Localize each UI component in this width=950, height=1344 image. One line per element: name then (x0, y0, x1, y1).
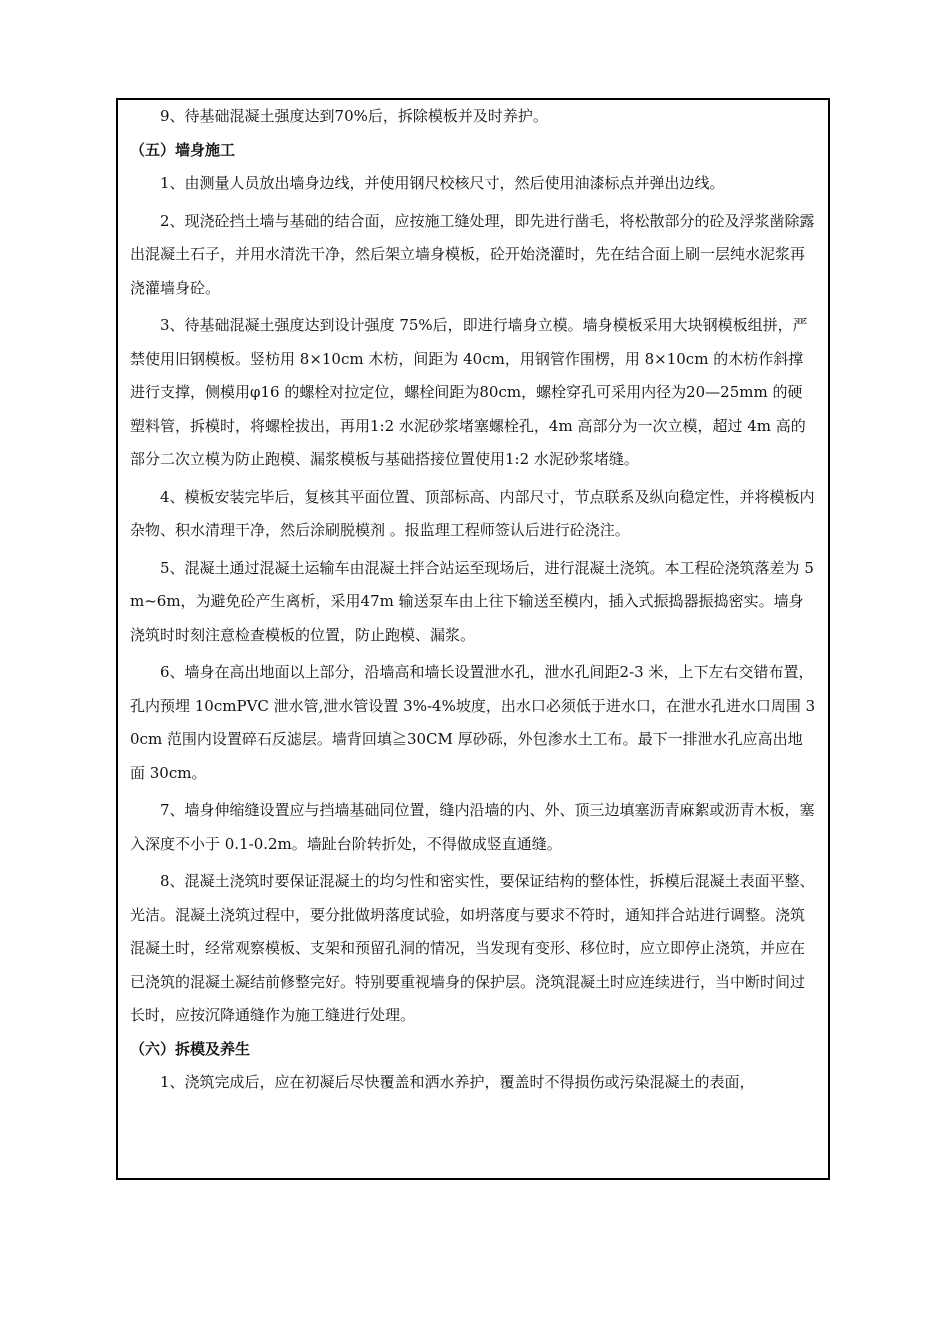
paragraph-wall-step-6: 6、墙身在高出地面以上部分，沿墙高和墙长设置泄水孔，泄水孔间距2-3 米，上下左右交错布置，孔内预埋 10cmPVC 泄水管,泄水管设置 3%-4%坡度，出水口必须低于进水口，在泄水孔进水口周围 30cm 范围内设置碎石反滤层。墙背回填≧30CM 厚砂砾，外包渗水土工布。最下一排泄水孔应高出地面 30cm。 (130, 663, 816, 782)
paragraph-wall-step-2: 2、现浇砼挡土墙与基础的结合面，应按施工缝处理，即先进行凿毛，将松散部分的砼及浮浆凿除露出混凝土石子，并用水清洗干净，然后架立墙身模板，砼开始浇灌时，先在结合面上刷一层纯水泥浆再浇灌墙身砼。 (130, 211, 815, 297)
document-frame (116, 98, 830, 1180)
paragraph-wall-step-5: 5、混凝土通过混凝土运输车由混凝土拌合站运至现场后，进行混凝土浇筑。本工程砼浇筑落差为 5m~6m，为避免砼产生离析，采用47m 输送泵车由上往下输送至模内，插入式振捣器振捣密实。墙身浇筑时时刻注意检查模板的位置，防止跑模、漏浆。 (130, 558, 814, 644)
paragraph-wall-step-7: 7、墙身伸缩缝设置应与挡墙基础同位置，缝内沿墙的内、外、顶三边填塞沥青麻絮或沥青木板，塞入深度不小于 0.1-0.2m。墙趾台阶转折处，不得做成竖直通缝。 (130, 801, 815, 853)
section-heading-formwork-removal-curing: （六）拆模及养生 (130, 1039, 251, 1058)
document-body (130, 100, 816, 1100)
paragraph-wall-step-4: 4、模板安装完毕后，复核其平面位置、顶部标高、内部尺寸，节点联系及纵向稳定性，并将模板内杂物、积水清理干净，然后涂刷脱模剂 。报监理工程师签认后进行砼浇注。 (130, 487, 815, 539)
section-heading-wall-construction: （五）墙身施工 (130, 140, 236, 159)
paragraph-curing-step-1: 1、浇筑完成后，应在初凝后尽快覆盖和洒水养护，覆盖时不得损伤或污染混凝土的表面， (160, 1073, 755, 1091)
paragraph-base-step-9: 9、待基础混凝土强度达到70%后，拆除模板并及时养护。 (160, 107, 548, 125)
paragraph-wall-step-1: 1、由测量人员放出墙身边线，并使用钢尺校核尺寸，然后使用油漆标点并弹出边线。 (160, 174, 725, 192)
paragraph-wall-step-8: 8、混凝土浇筑时要保证混凝土的均匀性和密实性，要保证结构的整体性，拆模后混凝土表面平整、光洁。混凝土浇筑过程中，要分批做坍落度试验，如坍落度与要求不符时，通知拌合站进行调整。浇筑混凝土时，经常观察模板、支架和预留孔洞的情况，当发现有变形、移位时，应立即停止浇筑，并应在已浇筑的混凝土凝结前修整完好。特别要重视墙身的保护层。浇筑混凝土时应连续进行，当中断时间过长时，应按沉降通缝作为施工缝进行处理。 (130, 872, 815, 1024)
paragraph-wall-step-3: 3、待基础混凝土强度达到设计强度 75%后，即进行墙身立模。墙身模板采用大块钢模板组拼，严禁使用旧钢模板。竖枋用 8×10cm 木枋，间距为 40cm，用钢管作围楞，用 8×10cm 的木枋作斜撑进行支撑，侧模用φ16 的螺栓对拉定位，螺栓间距为80cm，螺栓穿孔可采用内径为20—25mm 的硬塑料管，拆模时，将螺栓拔出，再用1:2 水泥砂浆堵塞螺栓孔，4m 高部分为一次立模，超过 4m 高的部分二次立模为防止跑模、漏浆模板与基础搭接位置使用1:2 水泥砂浆堵缝。 (130, 316, 808, 468)
